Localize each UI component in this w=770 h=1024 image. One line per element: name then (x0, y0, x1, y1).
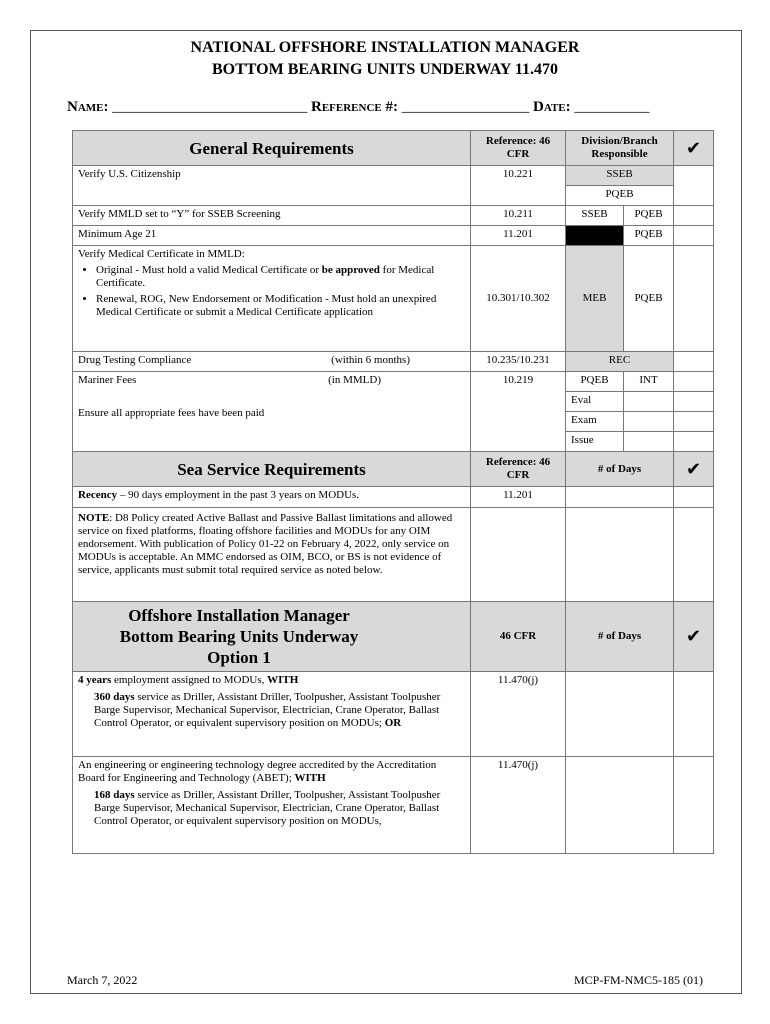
table-row (73, 487, 714, 508)
note-ref-cell (471, 508, 566, 602)
table-row (73, 166, 714, 186)
table-row (73, 672, 714, 757)
fees-ref: 10.219 (471, 372, 566, 452)
general-div-header: Division/Branch Responsible (566, 131, 674, 166)
sea-check-icon: ✔ (674, 452, 714, 487)
reference-field[interactable]: _________________ (401, 99, 530, 115)
table-row (73, 508, 714, 602)
name-label: Name: (67, 99, 109, 115)
doc-title-line2: BOTTOM BEARING UNITS UNDERWAY 11.470 (211, 61, 559, 78)
drug-ref: 10.235/10.231 (471, 352, 566, 372)
option1-title: Offshore Installation Manager Bottom Bearing Units Underway Option 1 (73, 602, 471, 672)
option1-row2-days-input[interactable] (566, 757, 674, 854)
mmld-check-cell[interactable] (674, 206, 714, 226)
note-check-cell (674, 508, 714, 602)
age-label: Minimum Age 21 (73, 226, 471, 246)
option1-days-header: # of Days (566, 602, 674, 672)
drug-cell (73, 352, 471, 372)
fees-note: (in MMLD) (328, 374, 381, 386)
fees-issue: Issue (566, 432, 624, 452)
medical-ref: 10.301/10.302 (471, 246, 566, 352)
option1-row1-check-cell[interactable] (674, 672, 714, 757)
footer-form-id: MCP-FM-NMC5-185 (01) (573, 973, 703, 987)
note-days-cell (566, 508, 674, 602)
table-row (73, 757, 714, 854)
fees-label: Mariner Fees (78, 374, 137, 386)
mmld-ref: 10.211 (471, 206, 566, 226)
table-row (73, 246, 714, 352)
fees-exam: Exam (566, 412, 624, 432)
fees-eval-check[interactable] (674, 392, 714, 412)
option1-row2-check-cell[interactable] (674, 757, 714, 854)
medical-div1: MEB (566, 246, 624, 352)
note-cell: NOTE: D8 Policy created Active Ballast and Passive Ballast limitations and allowed service on fixed platforms, floating offshore facilities and MODUs for any OIM endorsement. With publication of Policy 01-22 on February 4, 2022, only service on MODUs is acceptable. An MMC endorsed as OIM, BCO, or BS is not evidence of service, applicants must submit total required service as noted below. (73, 508, 471, 602)
date-field[interactable]: __________ (574, 99, 650, 115)
age-blocked-cell (566, 226, 624, 246)
drug-note: (within 6 months) (331, 354, 410, 366)
drug-div: REC (566, 352, 674, 372)
mmld-div2: PQEB (624, 206, 674, 226)
sea-days-header: # of Days (566, 452, 674, 487)
age-div2: PQEB (624, 226, 674, 246)
drug-label: Drug Testing Compliance (78, 354, 192, 366)
general-title: General Requirements (73, 131, 471, 166)
age-ref: 11.201 (471, 226, 566, 246)
citizenship-label: Verify U.S. Citizenship (73, 166, 471, 206)
date-label: Date: (532, 99, 571, 115)
recency-days-input[interactable] (566, 487, 674, 508)
age-check-cell[interactable] (674, 226, 714, 246)
sea-ref-header: Reference: 46 CFR (471, 452, 566, 487)
fees-exam-input[interactable] (624, 412, 674, 432)
option1-check-icon: ✔ (674, 602, 714, 672)
general-header-row (73, 131, 714, 166)
fees-issue-check[interactable] (674, 432, 714, 452)
option1-header-row (73, 602, 714, 672)
general-check-icon: ✔ (674, 131, 714, 166)
option1-row1-ref: 11.470(j) (471, 672, 566, 757)
mmld-label: Verify MMLD set to “Y” for SSEB Screening (73, 206, 471, 226)
medical-list (78, 264, 465, 319)
citizenship-check-cell[interactable] (674, 166, 714, 206)
medical-check-cell[interactable] (674, 246, 714, 352)
medical-cell (73, 246, 471, 352)
option1-row1-days-input[interactable] (566, 672, 674, 757)
reference-label: Reference #: (311, 99, 398, 115)
option1-row2-cell: An engineering or engineering technology degree accredited by the Accreditation Board for Engineering and Technology (ABET); WITH 168 days service as Driller, Assistant Driller, Toolpusher, Assistant Toolpusher Barge Supervisor, Mechanical Supervisor, Electrician, Crane Operator, Ballast Control Operator, or equivalent supervisory position on MODUs, (73, 757, 471, 854)
table-row (73, 206, 714, 226)
option1-row1-cell: 4 years employment assigned to MODUs, WITH 360 days service as Driller, Assistant Driller, Toolpusher, Assistant Toolpusher Barge Supervisor, Mechanical Supervisor, Electrician, Crane Operator, Ballast Control Operator, or equivalent supervisory position on MODUs; OR (73, 672, 471, 757)
fees-eval-input[interactable] (624, 392, 674, 412)
mmld-div1: SSEB (566, 206, 624, 226)
drug-check-cell[interactable] (674, 352, 714, 372)
list-item: • Original - Must hold a valid Medical Certificate or be approved for Medical Certificate. (96, 264, 465, 290)
option1-row2-ref: 11.470(j) (471, 757, 566, 854)
citizenship-ref: 10.221 (471, 166, 566, 206)
applicant-header (67, 99, 649, 116)
fees-eval: Eval (566, 392, 624, 412)
fees-paid-text: Ensure all appropriate fees have been paid (78, 407, 265, 419)
general-ref-header: Reference: 46 CFR (471, 131, 566, 166)
table-row (73, 226, 714, 246)
citizenship-div1: SSEB (566, 166, 674, 186)
list-item: • Renewal, ROG, New Endorsement or Modification - Must hold an unexpired Medical Certificate or submit a Medical Certificate application (96, 293, 465, 319)
option1-ref-header: 46 CFR (471, 602, 566, 672)
table-row (73, 352, 714, 372)
name-field[interactable]: __________________________ (112, 99, 308, 115)
footer-date: March 7, 2022 (67, 973, 138, 987)
fees-check-cell[interactable] (674, 372, 714, 392)
fees-div2: INT (624, 372, 674, 392)
sea-header-row (73, 452, 714, 487)
recency-ref: 11.201 (471, 487, 566, 508)
fees-cell (73, 372, 471, 452)
citizenship-div2: PQEB (566, 186, 674, 206)
fees-div1: PQEB (566, 372, 624, 392)
recency-check-cell[interactable] (674, 487, 714, 508)
fees-issue-input[interactable] (624, 432, 674, 452)
doc-title-line1: NATIONAL OFFSHORE INSTALLATION MANAGER (190, 39, 580, 56)
medical-label: Verify Medical Certificate in MMLD: (78, 248, 245, 260)
sea-title: Sea Service Requirements (73, 452, 471, 487)
medical-div2: PQEB (624, 246, 674, 352)
table-row (73, 372, 714, 392)
fees-exam-check[interactable] (674, 412, 714, 432)
requirements-table (72, 130, 714, 854)
recency-cell: Recency – 90 days employment in the past 3 years on MODUs. (73, 487, 471, 508)
